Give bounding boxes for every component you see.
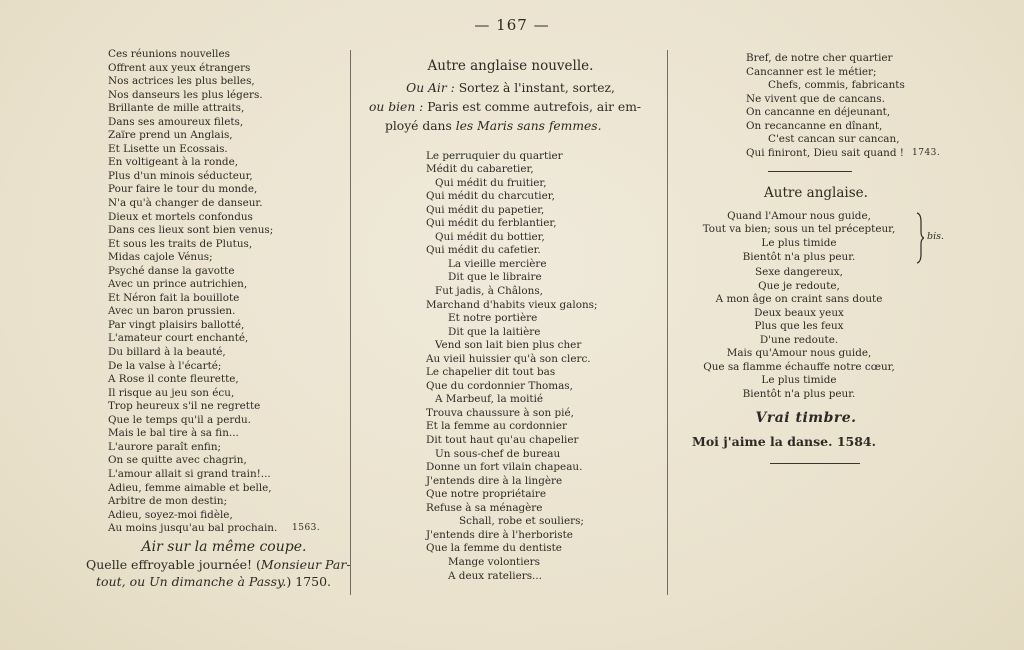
verse-line: Sexe dangereux, [755, 266, 843, 279]
verse-line: Avec un prince autrichien, [108, 278, 248, 291]
verse-line: J'entends dire à la lingère [426, 474, 563, 487]
verse-line: Au vieil huissier qu'à son clerc. [426, 352, 591, 365]
verse-line: Quand l'Amour nous guide, [727, 209, 871, 222]
verse-line: Et notre portière [448, 312, 538, 325]
verse-line: Qui médit du ferblantier, [426, 217, 557, 230]
verse-line: Qui médit du fruitier, [435, 176, 547, 189]
bis-brace [916, 212, 924, 262]
verse-line: Qui médit du charcutier, [426, 190, 555, 203]
verse-line: Que sa flamme échauffe notre cœur, [703, 360, 895, 373]
verse-line: On cancanne en déjeunant, [746, 106, 891, 119]
verse-line: N'a qu'à changer de danseur. [108, 197, 263, 210]
verse-line: Dit que la laitière [448, 325, 541, 338]
verse-line: Le perruquier du quartier [426, 149, 563, 162]
verse-line: Arbitre de mon destin; [108, 495, 228, 508]
verse-line: L'amateur court enchanté, [108, 332, 249, 345]
verse-line: L'aurore paraît enfin; [108, 440, 222, 453]
verse-line: Psyché danse la gavotte [108, 264, 235, 277]
timbre-reference [692, 435, 936, 449]
final-verse-line [746, 146, 941, 161]
bis-label: bis. [927, 230, 945, 242]
brace-icon [916, 212, 924, 264]
verse-line: Trop heureux s'il ne regrette [108, 400, 261, 413]
verse-line: Il risque au jeu son écu, [108, 386, 235, 399]
verse-line: Et Néron fait la bouillote [108, 291, 240, 304]
verse-line: Nos actrices les plus belles, [108, 75, 255, 88]
verse-line: Plus d'un minois séducteur, [108, 169, 253, 182]
verse-line: Marchand d'habits vieux galons; [426, 298, 598, 311]
air-title: Air sur la même coupe. [141, 538, 307, 555]
separator-rule-end [770, 463, 860, 464]
verse-line: Refuse à sa ménagère [426, 501, 543, 514]
column-divider-left [350, 50, 351, 595]
verse-line: Un sous-chef de bureau [435, 447, 561, 460]
verse-line: Ne vivent que de cancans. [746, 92, 885, 105]
verse-line: A deux rateliers... [448, 569, 542, 582]
verse-line: Médit du cabaretier, [426, 163, 534, 176]
verse-line: Adieu, soyez-moi fidèle, [108, 508, 233, 521]
verse-line: Zaïre prend un Anglais, [108, 129, 233, 142]
verse-line: Mais le bal tire à sa fin... [108, 427, 239, 440]
verse-line: D'une redoute. [759, 333, 839, 346]
air-prefix: Ou Air : [406, 80, 459, 95]
verse-line: En voltigeant à la ronde, [108, 156, 239, 169]
song-title: Autre anglaise nouvelle. [427, 58, 594, 74]
verse-line: A mon âge on craint sans doute [715, 293, 883, 306]
verse-line: A Rose il conte fleurette, [108, 373, 239, 386]
song-number: 1563. [292, 523, 321, 534]
verse-line: Qui médit du cafetier. [426, 244, 541, 257]
verse-line: Deux beaux yeux [754, 306, 844, 319]
verse-line: Dans ces lieux sont bien venus; [108, 224, 274, 237]
verse-line: C'est cancan sur cancan, [768, 133, 900, 146]
verse-line: Cancanner est le métier; [746, 65, 877, 78]
verse-line: L'amour allait si grand train!... [108, 467, 271, 480]
column-right [686, 48, 945, 464]
verse-line: Brillante de mille attraits, [108, 102, 245, 115]
final-verse-line [108, 522, 340, 536]
verse-line: Bientôt n'a plus peur. [742, 250, 856, 263]
verse-line: Chefs, commis, fabricants [768, 79, 905, 92]
column-divider-right [667, 50, 668, 595]
verse-line: Plus que les feux [754, 320, 844, 333]
verse-line: Du billard à la beauté, [108, 346, 226, 359]
verse-line: Fut jadis, à Châlons, [435, 285, 543, 298]
air-ref-number: ) 1750. [286, 574, 332, 590]
verse-line: Le plus timide [761, 237, 837, 250]
timbre-number: 1584. [836, 434, 876, 450]
verse-line: Offrent aux yeux étrangers [108, 61, 251, 74]
vrai-timbre-title: Vrai timbre. [755, 409, 857, 426]
verse-line: Pour faire le tour du monde, [108, 183, 258, 196]
verse-line: On recancanne en dînant, [746, 119, 883, 132]
song-title: Autre anglaise. [764, 185, 868, 202]
verse-line: Bref, de notre cher quartier [746, 52, 893, 64]
verse-lines [108, 48, 340, 522]
verse-line: Vend son lait bien plus cher [435, 339, 582, 352]
verse-line: Dit que le libraire [448, 271, 542, 284]
ou-bien-italic: les Maris sans femmes. [455, 118, 602, 133]
song-number: 1743. [912, 147, 941, 158]
column-left [86, 48, 351, 590]
verse-line: Que la femme du dentiste [426, 542, 562, 555]
verse-line-text: Au moins jusqu'au bal prochain. [108, 522, 278, 535]
verse-line: La vieille mercière [448, 257, 547, 270]
verse-line: Avec un baron prussien. [108, 305, 236, 318]
verse-line: Nos danseurs les plus légers. [108, 88, 263, 101]
verse-lines [684, 266, 914, 401]
verse-line: Dieux et mortels confondus [108, 210, 253, 223]
verse-line: Donne un fort vilain chapeau. [426, 461, 583, 474]
verse-line: Et sous les traits de Plutus, [108, 237, 253, 250]
ou-bien-prefix: ou bien : [369, 99, 428, 114]
verse-line: Par vingt plaisirs ballotté, [108, 318, 245, 331]
verse-line: Le chapelier dit tout bas [426, 366, 556, 379]
verse-line: Et Lisette un Ecossais. [108, 142, 228, 155]
air-reference [86, 556, 351, 590]
verse-line: Bientôt n'a plus peur. [742, 388, 856, 401]
verse-line: Qui médit du papetier, [426, 203, 545, 216]
verse-line: J'entends dire à l'herboriste [426, 528, 573, 541]
air-indication [363, 79, 658, 136]
ou-bien-text: Paris est comme autrefois, air em- [427, 99, 642, 114]
air-text: Sortez à l'instant, sortez, [458, 80, 615, 95]
verse-line: Adieu, femme aimable et belle, [108, 481, 272, 494]
verse-line: Et la femme au cordonnier [426, 420, 567, 433]
verse-line: Dit tout haut qu'au chapelier [426, 434, 579, 447]
verse-line: Dans ses amoureux filets, [108, 115, 244, 128]
verse-line: On se quitte avec chagrin, [108, 454, 247, 467]
verse-line: Midas cajole Vénus; [108, 251, 213, 264]
air-ref-text: Quelle effroyable journée! ( [86, 557, 261, 573]
separator-rule [768, 171, 852, 172]
ou-bien-text-2: ployé dans [385, 118, 456, 133]
bis-lines [684, 210, 914, 264]
page-number: — 167 — [474, 16, 550, 34]
bis-block [686, 209, 945, 264]
verse-line: Que du cordonnier Thomas, [426, 379, 573, 392]
verse-line: A Marbeuf, la moitié [435, 393, 544, 406]
verse-line-text: Qui finiront, Dieu sait quand ! [746, 146, 904, 159]
verse-lines [426, 150, 658, 584]
verse-line: Mais qu'Amour nous guide, [726, 347, 872, 360]
air-ref-italic: Monsieur Par- [260, 557, 351, 573]
verse-line: Qui médit du bottier, [435, 230, 545, 243]
verse-line: Tout va bien; sous un tel précepteur, [702, 223, 896, 236]
verse-line: Ces réunions nouvelles [108, 48, 230, 60]
timbre-text: Moi j'aime la danse. [692, 434, 833, 450]
verse-line: De la valse à l'écarté; [108, 359, 222, 372]
verse-lines-top [746, 52, 936, 147]
column-middle [363, 48, 658, 583]
verse-line: Que je redoute, [758, 279, 840, 292]
verse-line: Trouva chaussure à son pié, [426, 406, 574, 419]
verse-line: Que le temps qu'il a perdu. [108, 413, 251, 426]
air-ref-italic-2: tout, ou Un dimanche à Passy. [96, 574, 287, 590]
verse-line: Mange volontiers [448, 555, 540, 568]
verse-line: Schall, robe et souliers; [459, 515, 584, 528]
verse-line: Le plus timide [761, 374, 837, 387]
verse-line: Que notre propriétaire [426, 488, 546, 501]
